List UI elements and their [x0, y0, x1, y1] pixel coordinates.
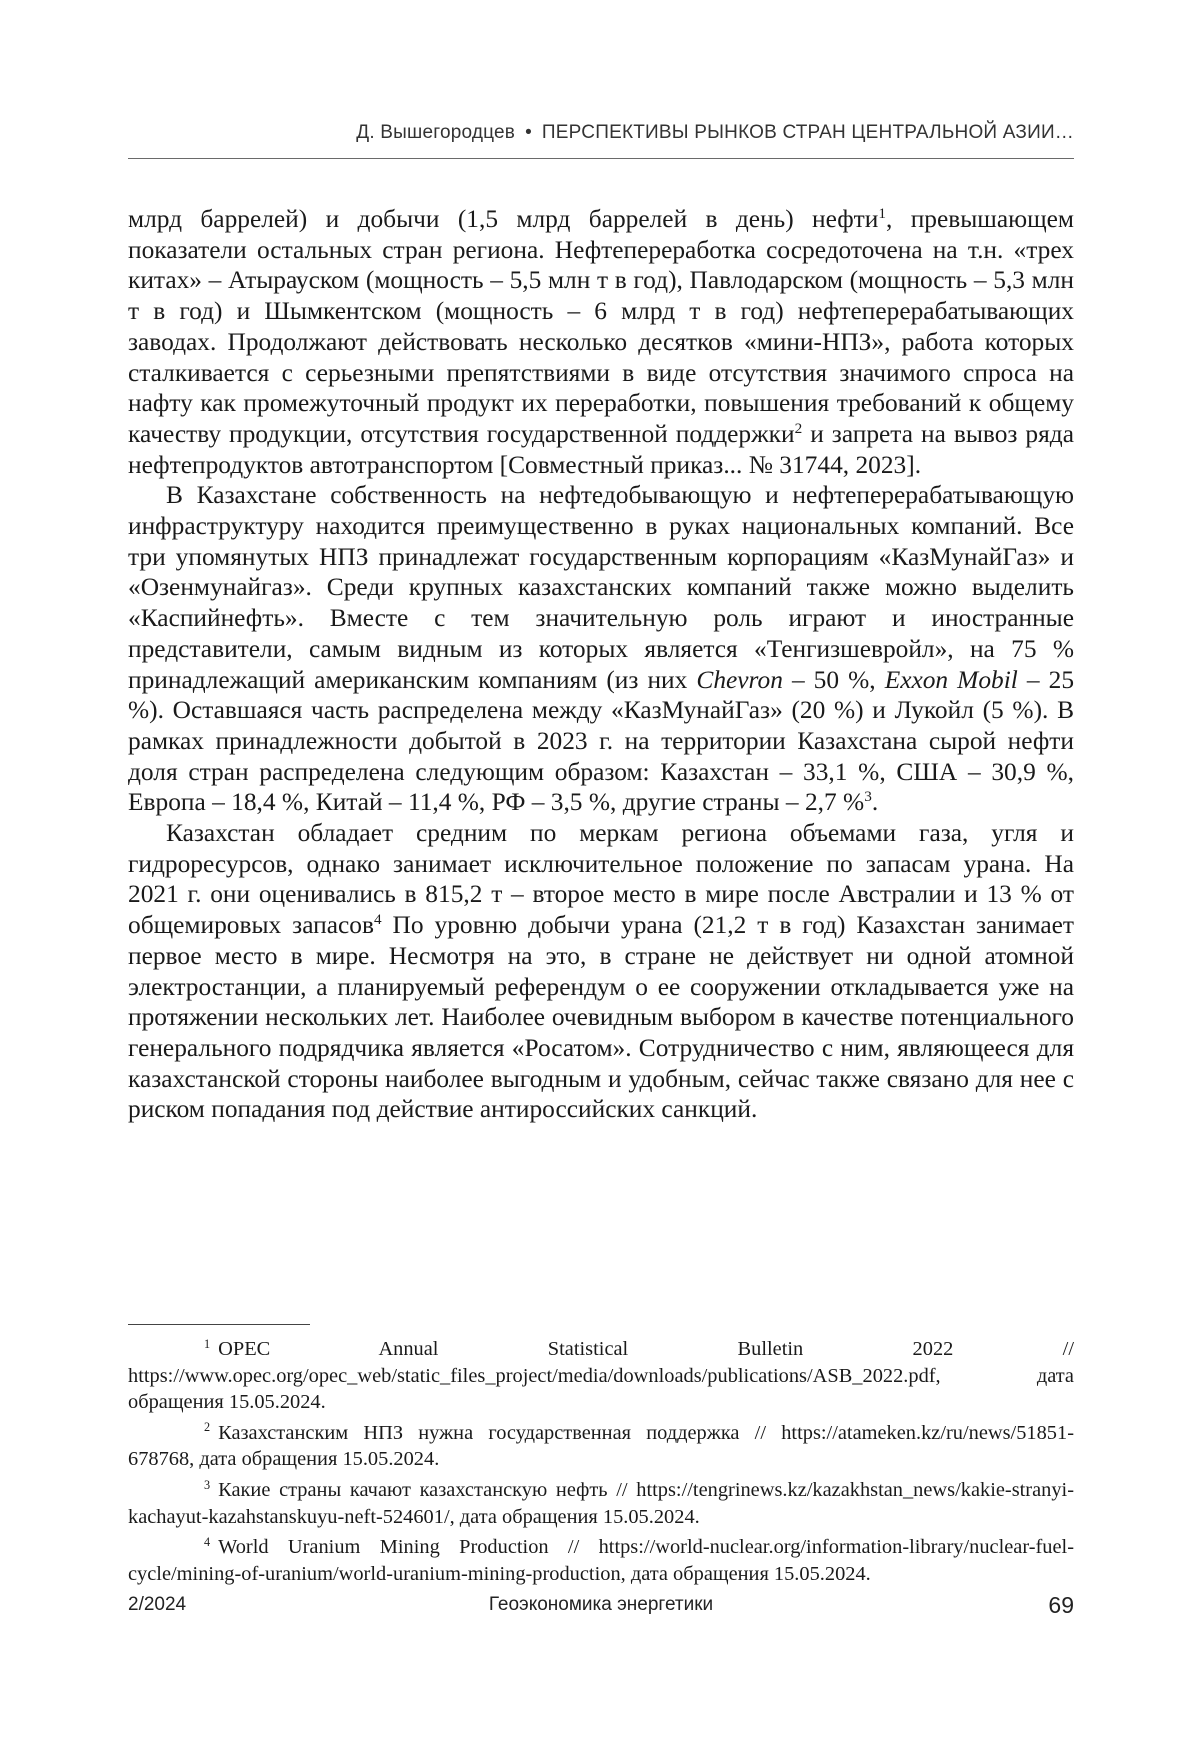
paragraph-3	[128, 818, 1074, 1125]
paragraph-1	[128, 204, 1074, 480]
paragraph-2-text-c: – 25 %). Оставшаяся часть распределена между «КазМунайГаз» (20 %) и Лукойл (5 %). В рамках принадлежности добытой в 2023 г. на территории Казахстана сырой нефти доля стран распределена следующим образом: Казахстан – 33,1 %, США – 30,9 %, Европа – 18,4 %, Китай – 11,4 %, РФ – 3,5 %, другие страны – 2,7 %	[128, 665, 1075, 817]
article-body	[128, 204, 1074, 1125]
header-separator: •	[525, 122, 532, 143]
paragraph-2	[128, 480, 1074, 818]
footnote-3: $^3$ Какие страны качают казахстанскую нефть // https://tengrinews.kz/kazakhstan_news/kakie-stranyi-kachayut-kazahstanskuyu-neft-524601/, дата обращения 15.05.2024.	[128, 1477, 1074, 1528]
company-chevron: Chevron	[696, 665, 783, 694]
header-title: ПЕРСПЕКТИВЫ РЫНКОВ СТРАН ЦЕНТРАЛЬНОЙ АЗИИ…	[541, 122, 1074, 143]
footnotes	[128, 1336, 1074, 1591]
company-exxon: Exxon Mobil	[884, 665, 1018, 694]
paragraph-2-text-a: В Казахстане собственность на нефтедобывающую и нефтеперерабатывающую инфраструктуру находится преимущественно в руках национальных компаний. Все три упомянутых НПЗ принадлежат государственным корпорациям «КазМунайГаз» и «Озенмунайгаз». Среди крупных казахстанских компаний также можно выделить «Каспийнефть». Вместе с тем значительную роль играют и иностранные представители, самым видным из которых является «Тенгизшевройл», на 75 % принадлежащий американским компаниям (из них	[128, 481, 1074, 694]
footnote-rule	[128, 1324, 310, 1325]
header-author: Д. Вышегородцев	[356, 122, 516, 143]
footnote-ref-1[interactable]: 1	[878, 204, 886, 222]
header-rule	[128, 158, 1074, 159]
footer-issue: 2/2024	[128, 1594, 187, 1615]
footnote-text[interactable]: World Uranium Mining Production // https://world-nuclear.org/information-library/nuclear-fuel-cycle/mining-of-uranium/world-uranium-mining-production, дата обращения 15.05.2024.	[128, 1536, 1074, 1585]
paragraph-2-text-d: .	[871, 788, 879, 817]
footnote-2: $^2$ Казахстанским НПЗ нужна государственная поддержка // https://atameken.kz/ru/news/51851-678768, дата обращения 15.05.2024.	[128, 1420, 1074, 1471]
paragraph-1-text-b: , превышающем показатели остальных стран региона. Нефтепереработка сосредоточена на т.н. «трех китах» – Атырауском (мощность – 5,5 млн т в год), Павлодарском (мощность – 5,3 млн т в год) и Шымкентском (мощность – 6 млрд т в год) нефтеперерабатывающих заводах. Продолжают действовать несколько десятков «мини-НПЗ», работа которых сталкивается с серьезными препятствиями в виде отсутствия значимого спроса на нафту как промежуточный продукт их переработки, повышения требований к общему качеству продукции, отсутствия государственной поддержки	[128, 205, 1074, 448]
footnote-ref-3[interactable]: 3	[864, 788, 872, 806]
paragraph-3-text-b: По уровню добычи урана (21,2 т в год) Казахстан занимает первое место в мире. Несмотря на это, в стране не действует ни одной атомной электростанции, а планируемый референдум о ее сооружении откладывается уже на протяжении нескольких лет. Наиболее очевидным выбором в качестве потенциального генерального подрядчика является «Росатом». Сотрудничество с ним, являющееся для казахстанской стороны наиболее выгодным и удобным, сейчас также связано для нее с риском попадания под действие антироссийских санкций.	[128, 911, 1074, 1124]
paragraph-3-text-a: Казахстан обладает средним по меркам региона объемами газа, угля и гидроресурсов, однако занимает исключительное положение по запасам урана. На 2021 г. они оценивались в 815,2 т – второе место в мире после Австралии и 13 % от общемировых запасов	[128, 819, 1074, 940]
footnote-ref-4[interactable]: 4	[373, 911, 382, 929]
paragraph-1-text-a: млрд баррелей) и добычи (1,5 млрд баррелей в день) нефти	[128, 205, 879, 233]
paragraph-1-text-c: и запрета на вывоз ряда нефтепродуктов автотранспортом [Совместный приказ... № 31744, 2023].	[128, 419, 1074, 479]
footnote-4: $^4$ World Uranium Mining Production // https://world-nuclear.org/information-library/nuclear-fuel-cycle/mining-of-uranium/world-uranium-mining-production, дата обращения 15.05.2024.	[128, 1534, 1074, 1585]
paragraph-2-text-b: – 50 %,	[782, 665, 885, 694]
footnote-1: $^1$ OPEC Annual Statistical Bulletin 2022 // https://www.opec.org/opec_web/static_files_project/media/downloads/publications/ASB_2022.pdf, дата обращения 15.05.2024.	[128, 1336, 1074, 1414]
footnote-text[interactable]: Какие страны качают казахстанскую нефть // https://tengrinews.kz/kazakhstan_news/kakie-stranyi-kachayut-kazahstanskuyu-neft-524601/, дата обращения 15.05.2024.	[128, 1478, 1074, 1528]
footnote-text[interactable]: Казахстанским НПЗ нужна государственная поддержка // https://atameken.kz/ru/news/51851-678768, дата обращения 15.05.2024.	[128, 1421, 1074, 1471]
page-number: 69	[1048, 1592, 1074, 1618]
footnote-text[interactable]: OPEC Annual Statistical Bulletin 2022 // https://www.opec.org/opec_web/static_files_project/media/downloads/publications/ASB_2022.pdf, дата обращения 15.05.2024.	[128, 1338, 1074, 1414]
footer-journal-title: Геоэкономика энергетики	[488, 1594, 714, 1615]
running-head	[128, 122, 1074, 144]
footnote-ref-2[interactable]: 2	[794, 419, 803, 437]
